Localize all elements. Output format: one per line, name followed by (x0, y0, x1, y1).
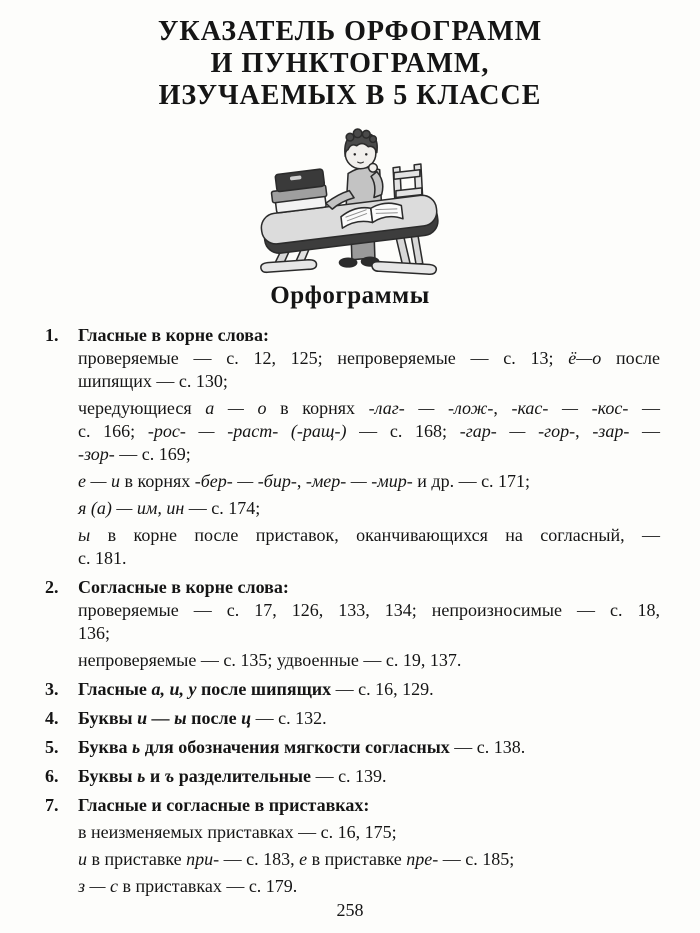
text-run: е — и (78, 470, 120, 491)
item-number: 3. (45, 678, 59, 699)
orthogram-list (0, 324, 700, 898)
entry-line (78, 443, 660, 466)
text-run: — с. 169; (114, 443, 191, 464)
text-run: ё—о (568, 347, 602, 368)
text-run: — с. 174; (184, 497, 261, 518)
text-run: чередующиеся (78, 397, 206, 418)
entry-line (78, 848, 660, 871)
entry-line (78, 576, 660, 599)
text-run: разделительные (174, 765, 312, 786)
text-run: — с. 132. (251, 707, 327, 728)
text-run: в приставке (307, 848, 407, 869)
title-line: И ПУНКТОГРАММ, (210, 47, 490, 79)
text-run: пре- (406, 848, 439, 869)
text-run: шипящих — с. 130; (78, 370, 228, 391)
entry-line (78, 794, 660, 817)
text-run: проверяемые — с. 12, 125; непроверяемые — с. 13; (78, 347, 569, 368)
title-line: УКАЗАТЕЛЬ ОРФОГРАММ (157, 16, 543, 47)
text-run: — с. 138. (449, 736, 526, 757)
entry-line (78, 370, 660, 393)
entry-line (78, 347, 660, 370)
text-run: 136; (78, 622, 111, 643)
text-run: в приставке (87, 848, 187, 869)
orthogram-item (45, 765, 660, 788)
text-run: ы (78, 524, 91, 545)
entry-line (78, 622, 660, 645)
item-body (78, 324, 660, 570)
text-run: , (296, 470, 306, 491)
item-number: 2. (45, 576, 59, 597)
text-run: -кас- — -кос- (511, 397, 629, 418)
text-run: а — о (205, 397, 267, 418)
text-run: с. 166; (78, 420, 148, 441)
text-run: Гласные (78, 678, 152, 699)
text-run: проверяемые — с. 17, 126, 133, 134; непроизносимые — с. 18, (78, 599, 660, 620)
text-run: -зор- (78, 443, 115, 464)
entry-line (78, 821, 660, 844)
text-run: и — ы (137, 707, 187, 728)
text-run: Буквы (78, 707, 138, 728)
entry-line (78, 736, 660, 759)
entry-line (78, 707, 660, 730)
entry-line (78, 547, 660, 570)
orthogram-item (45, 576, 660, 672)
entry-line (78, 678, 660, 701)
orthogram-item (45, 324, 660, 570)
text-run: после (186, 707, 242, 728)
section-heading: Орфограммы (270, 281, 430, 309)
text-run: с. 181. (78, 547, 127, 568)
title-line: ИЗУЧАЕМЫХ В 5 КЛАССЕ (158, 79, 542, 111)
text-run: , (575, 420, 593, 441)
text-run: после шипящих (196, 678, 332, 699)
item-body (78, 576, 660, 672)
entry-line (78, 397, 660, 420)
entry-line (78, 599, 660, 622)
text-run: — с. 168; (346, 420, 460, 441)
text-run: , (493, 397, 512, 418)
text-run: -лаг- — -лож- (368, 397, 494, 418)
item-number: 4. (45, 707, 59, 728)
item-number: 1. (45, 324, 59, 345)
text-run: — (629, 420, 661, 441)
page-title (0, 0, 700, 112)
text-run: — (628, 397, 661, 418)
text-run: з — с (78, 875, 119, 896)
entry-line (78, 524, 660, 547)
text-run: ь (137, 765, 146, 786)
text-run: а, и, у (151, 678, 197, 699)
text-run: — с. 139. (311, 765, 387, 786)
text-run: -зар- (592, 420, 630, 441)
page-number: 258 (336, 900, 364, 920)
text-run: я (а) — им, ин (78, 497, 185, 518)
text-run: Буква (78, 736, 133, 757)
entry-line (78, 324, 660, 347)
entry-line (78, 420, 660, 443)
text-run: в корнях (266, 397, 369, 418)
text-run: и (145, 765, 165, 786)
text-run: — с. 183, (219, 848, 300, 869)
orthogram-item (45, 707, 660, 730)
entry-line (78, 497, 660, 520)
text-run: Согласные в корне слова: (78, 576, 289, 597)
item-body (78, 794, 660, 898)
text-run: непроверяемые — с. 135; удвоенные — с. 19, 137. (78, 649, 462, 670)
book-stack (269, 168, 328, 213)
text-run: при- (186, 848, 220, 869)
text-run: — с. 185; (438, 848, 515, 869)
text-run: Гласные и согласные в приставках: (78, 794, 370, 815)
text-run: -гар- — -гор- (459, 420, 576, 441)
text-run: -рос- — -раст- (-ращ-) (147, 420, 347, 441)
text-run: ъ (164, 765, 175, 786)
text-run: и др. — с. 171; (412, 470, 531, 491)
orthogram-item (45, 678, 660, 701)
text-run: для обозначения мягкости согласных (140, 736, 450, 757)
text-run: -мер- — -мир- (305, 470, 413, 491)
text-run: в корне после приставок, оканчивающихся на согласный, — (90, 524, 660, 545)
boy-reading-illustration-svg (245, 118, 455, 276)
item-body (78, 678, 660, 701)
text-run: — с. 16, 129. (331, 678, 434, 699)
item-number: 5. (45, 736, 59, 757)
text-run: после (601, 347, 660, 368)
text-run: -бер- — -бир- (194, 470, 297, 491)
text-run: и (78, 848, 87, 869)
orthogram-item (45, 794, 660, 898)
text-run: ц (241, 707, 252, 728)
illustration-boy-reading-at-desk (0, 118, 700, 276)
text-run: ь (132, 736, 141, 757)
text-run: Гласные в корне слова: (78, 324, 270, 345)
item-number: 6. (45, 765, 59, 786)
text-run: в неизменяемых приставках — с. 16, 175; (78, 821, 397, 842)
orthogram-item (45, 736, 660, 759)
item-number: 7. (45, 794, 59, 815)
text-run: в приставках — с. 179. (118, 875, 298, 896)
entry-line (78, 765, 660, 788)
item-body (78, 765, 660, 788)
text-run: е (299, 848, 308, 869)
text-run: Буквы (78, 765, 138, 786)
entry-line (78, 875, 660, 898)
text-run: в корнях (120, 470, 195, 491)
item-body (78, 736, 660, 759)
entry-line (78, 470, 660, 493)
entry-line (78, 649, 660, 672)
item-body (78, 707, 660, 730)
